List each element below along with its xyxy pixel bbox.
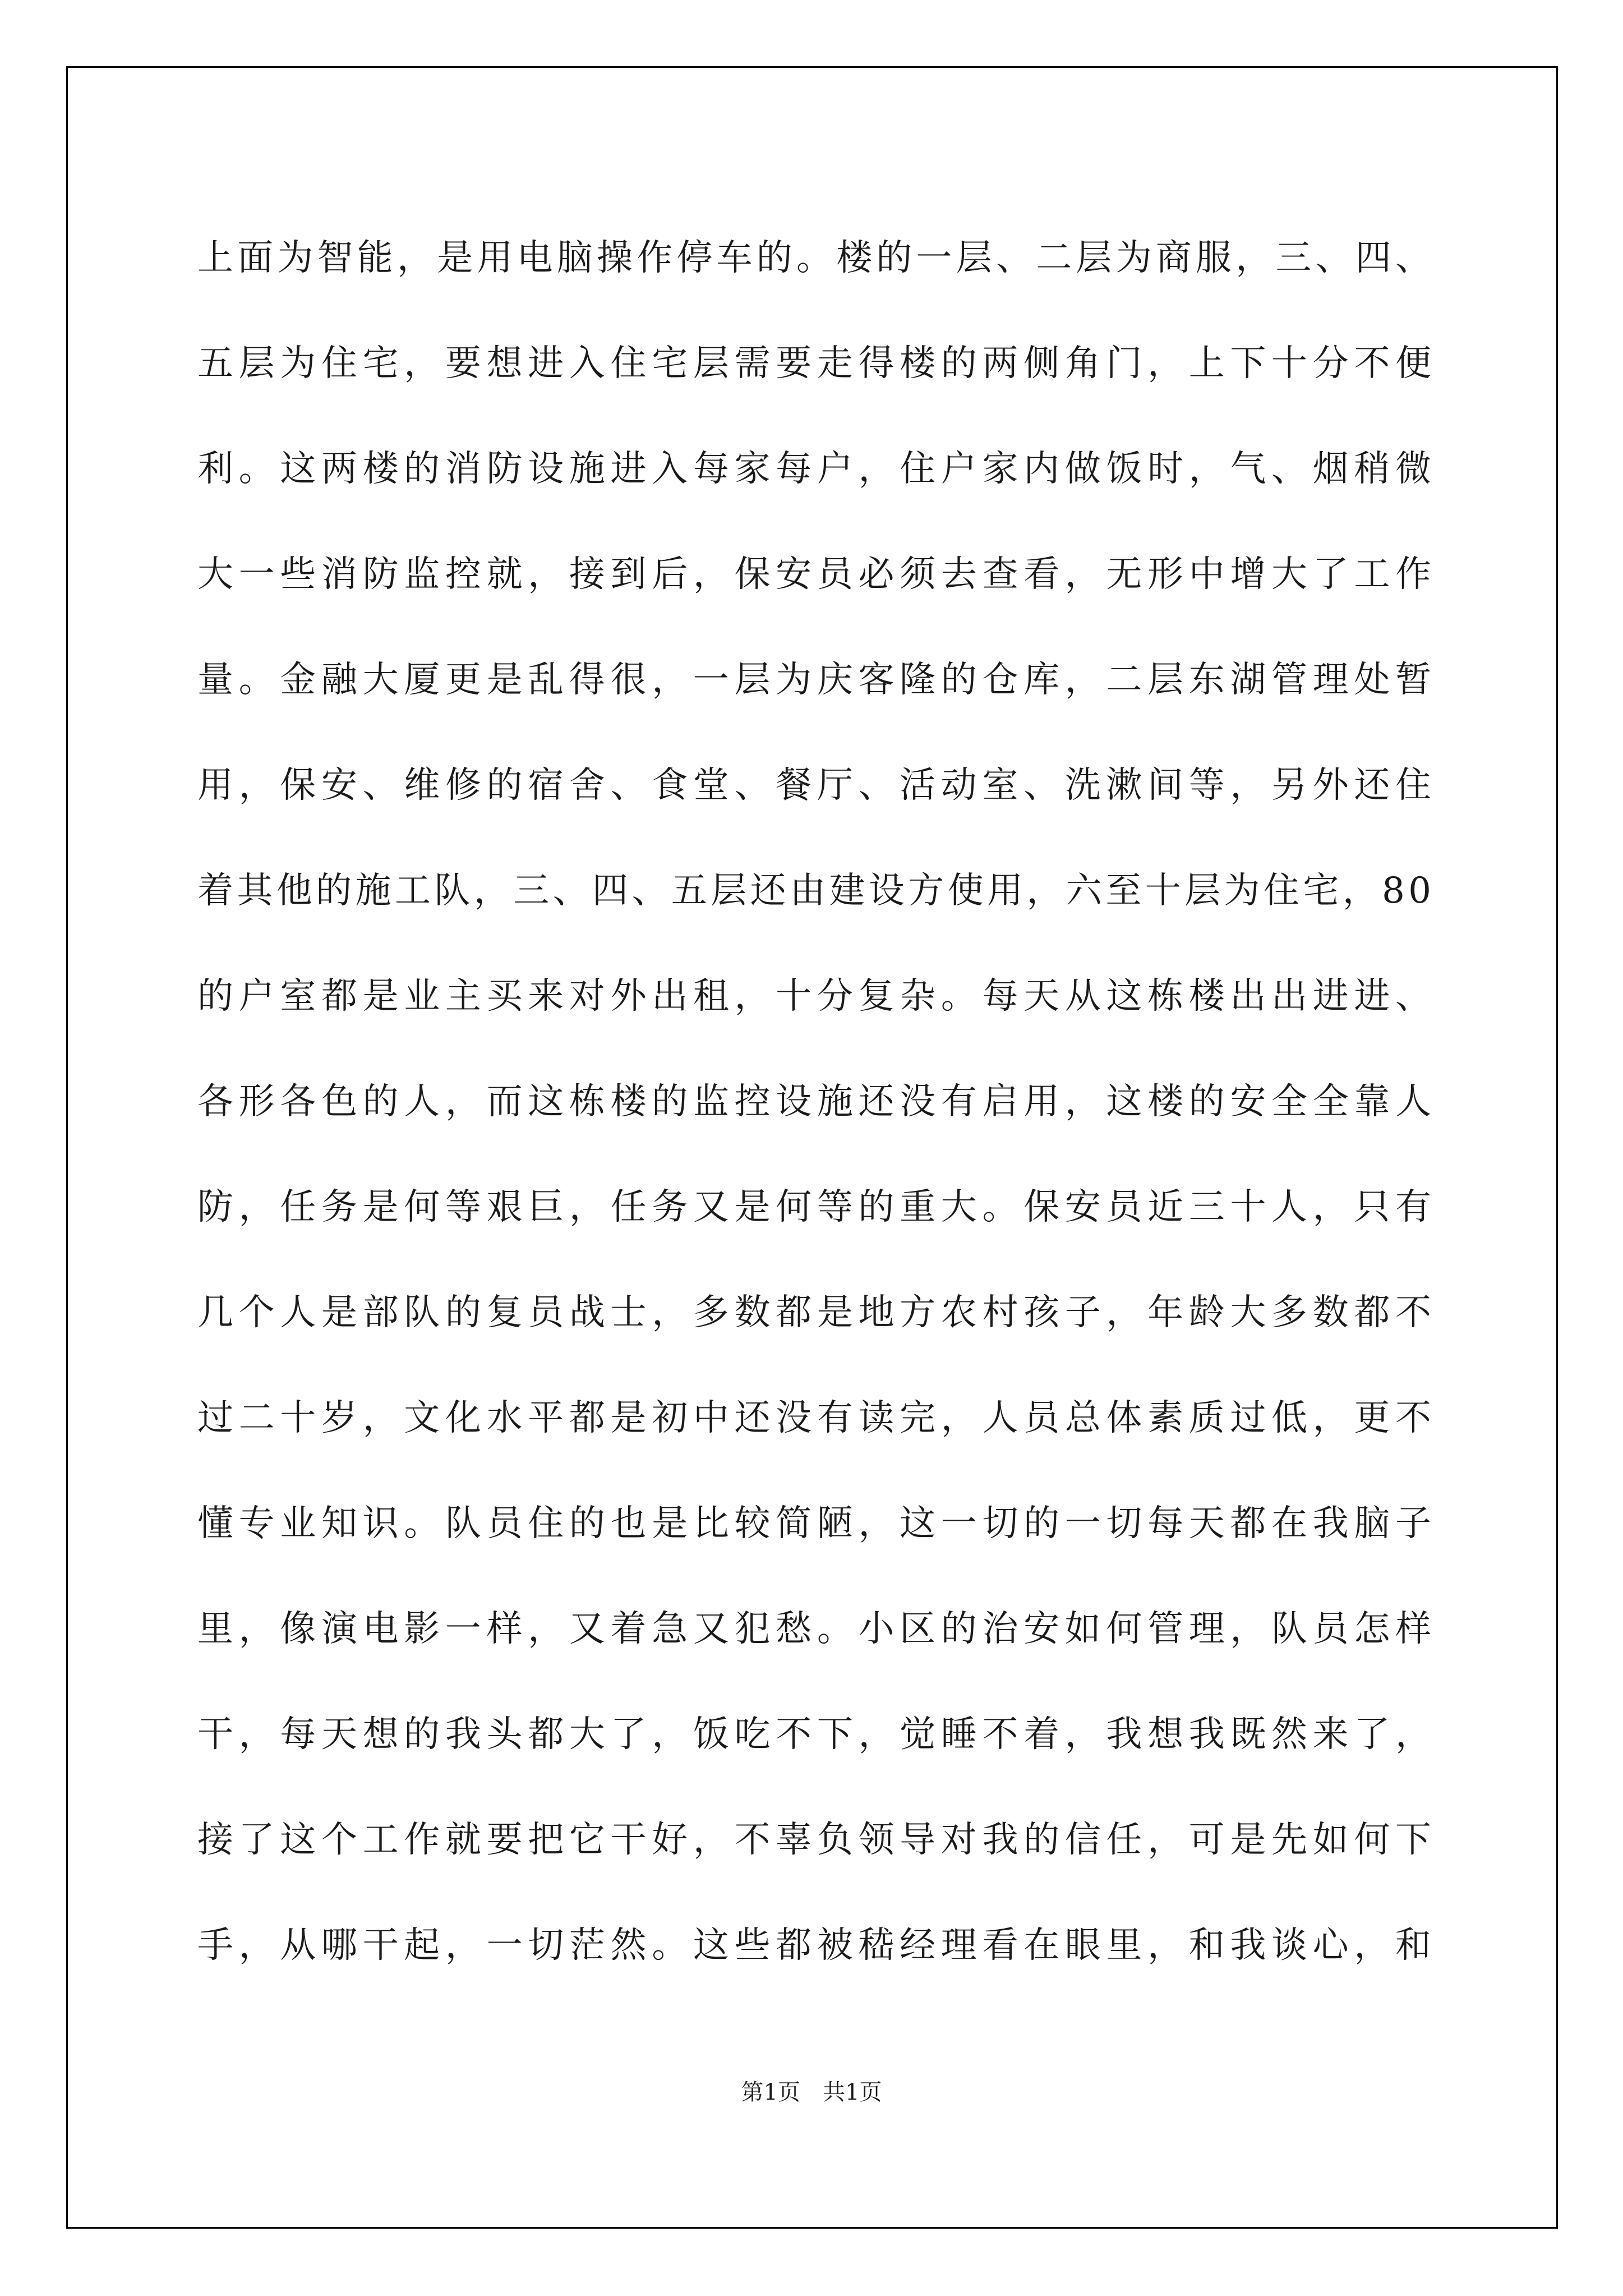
text-line: 各形各色的人，而这栋楼的监控设施还没有启用，这楼的安全全靠人 — [197, 1081, 1437, 1122]
text-line: 干，每天想的我头都大了，饭吃不下，觉睡不着，我想我既然来了， — [197, 1714, 1437, 1755]
text-line: 量。金融大厦更是乱得很，一层为庆客隆的仓库，二层东湖管理处暂 — [197, 659, 1437, 701]
text-line: 过二十岁，文化水平都是初中还没有读完，人员总体素质过低，更不 — [197, 1397, 1437, 1439]
text-line: 手，从哪干起，一切茫然。这些都被嵇经理看在眼里，和我谈心，和 — [197, 1925, 1437, 1966]
text-line: 防，任务是何等艰巨，任务又是何等的重大。保安员近三十人，只有 — [197, 1186, 1437, 1228]
text-line: 接了这个工作就要把它干好，不辜负领导对我的信任，可是先如何下 — [197, 1819, 1437, 1861]
text-line: 着其他的施工队，三、四、五层还由建设方使用，六至十层为住宅，80 — [197, 870, 1435, 912]
document-body — [197, 205, 1437, 1998]
text-line: 利。这两楼的消防设施进入每家每户，住户家内做饭时，气、烟稍微 — [197, 448, 1437, 490]
text-line: 大一些消防监控就，接到后，保安员必须去查看，无形中增大了工作 — [197, 554, 1437, 595]
text-line: 懂专业知识。队员住的也是比较简陋，这一切的一切每天都在我脑子 — [197, 1503, 1437, 1544]
text-line: 的户室都是业主买来对外出租，十分复杂。每天从这栋楼出出进进、 — [197, 976, 1437, 1017]
page-number-total: 共1页 — [823, 2079, 882, 2105]
text-line: 上面为智能，是用电脑操作停车的。楼的一层、二层为商服，三、四、 — [197, 237, 1436, 279]
text-line: 里，像演电影一样，又着急又犯愁。小区的治安如何管理，队员怎样 — [197, 1608, 1437, 1650]
text-line: 几个人是部队的复员战士，多数都是地方农村孩子，年龄大多数都不 — [197, 1292, 1437, 1333]
page-number-current: 第1页 — [741, 2079, 800, 2105]
page-footer — [0, 2076, 1623, 2109]
text-line: 用，保安、维修的宿舍、食堂、餐厅、活动室、洗漱间等，另外还住 — [197, 765, 1437, 806]
text-line: 五层为住宅，要想进入住宅层需要走得楼的两侧角门，上下十分不便 — [197, 343, 1437, 384]
